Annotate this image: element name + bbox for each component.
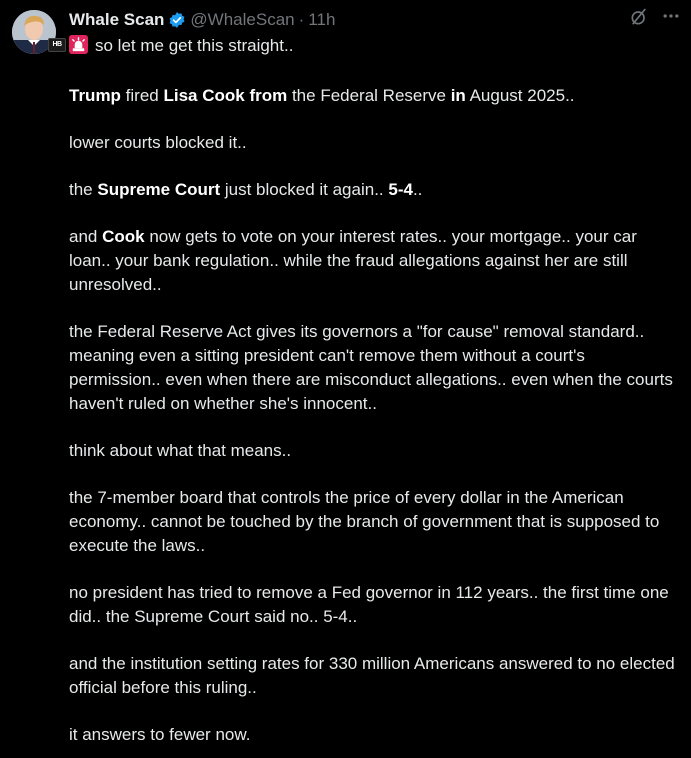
post-paragraph: no president has tried to remove a Fed governor in 112 years.. the first time one did.. the Supreme Court said no.. 5-4.. <box>69 583 669 626</box>
post-paragraph: the Federal Reserve Act gives its governors a "for cause" removal standard.. meaning even a sitting president can't remove them without a court's permission.. even when there are misconduct allegations.. even when the courts haven't ruled on whether she's innocent.. <box>69 322 673 413</box>
post-text-bold: 5-4 <box>388 180 413 199</box>
post-text: .. <box>412 180 423 199</box>
post-paragraph: think about what that means.. <box>69 441 292 460</box>
post-paragraph <box>69 84 681 108</box>
post-text-bold: Cook <box>102 227 145 246</box>
grok-icon[interactable] <box>629 7 649 32</box>
post-text-bold: Supreme Court <box>97 180 221 199</box>
post-text: and <box>69 227 103 246</box>
post-header <box>69 8 335 32</box>
post-text: now gets to vote on your interest rates.. your mortgage.. your car loan.. your bank regulation.. while the fraud allegations against her are still unresolved.. <box>69 227 637 294</box>
post-text: so let me get this straight.. <box>95 36 294 55</box>
post-paragraph: the 7-member board that controls the price of every dollar in the American economy.. cannot be touched by the branch of government that is supposed to execute the laws.. <box>69 488 660 555</box>
header-actions <box>629 6 681 33</box>
post-paragraph <box>69 178 681 202</box>
rotating-light-icon <box>69 35 88 54</box>
post-text-bold: Trump <box>69 86 121 105</box>
post-paragraph <box>69 225 681 297</box>
timestamp[interactable]: 11h <box>308 10 336 29</box>
avatar-badge: HB <box>48 38 66 52</box>
post-text: the Federal Reserve <box>287 86 451 105</box>
post-text-bold: in <box>450 86 466 105</box>
more-options-icon[interactable] <box>661 6 681 33</box>
post-text: fired <box>120 86 164 105</box>
post-paragraph: lower courts blocked it.. <box>69 133 247 152</box>
display-name[interactable]: Whale Scan <box>69 10 165 29</box>
post-text: August 2025.. <box>465 86 575 105</box>
post-text: just blocked it again.. <box>220 180 389 199</box>
post-paragraph: it answers to fewer now. <box>69 725 251 744</box>
post-body <box>69 34 681 747</box>
verified-badge-icon[interactable] <box>168 11 186 29</box>
post-paragraph <box>69 34 681 58</box>
separator-dot: · <box>298 10 305 29</box>
post-text-bold: Lisa Cook from <box>163 86 288 105</box>
post-text: the <box>69 180 98 199</box>
handle[interactable]: @WhaleScan <box>190 10 295 29</box>
post-paragraph: and the institution setting rates for 330 million Americans answered to no elected official before this ruling.. <box>69 654 675 697</box>
